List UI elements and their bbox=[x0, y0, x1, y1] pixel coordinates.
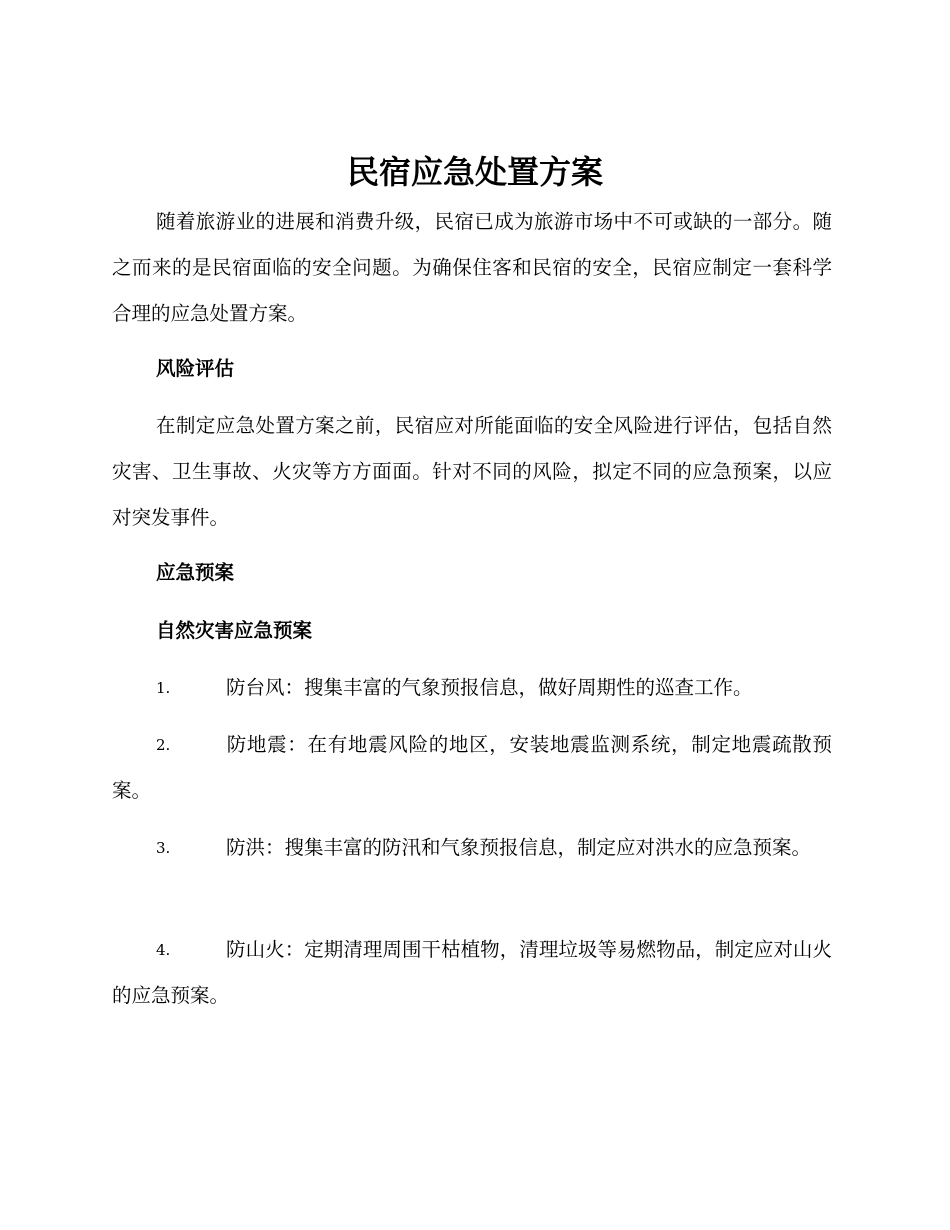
section-heading-risk-assessment: 风险评估 bbox=[156, 357, 235, 380]
list-item-text: 防洪：搜集丰富的防汛和气象预报信息，制定应对洪水的应急预案。 bbox=[226, 836, 812, 859]
document-title: 民宿应急处置方案 bbox=[346, 153, 603, 191]
subsection-heading-natural-disaster: 自然灾害应急预案 bbox=[156, 619, 313, 642]
list-item bbox=[112, 665, 832, 711]
list-item-number: 3. bbox=[156, 839, 171, 857]
list-item-text: 防台风：搜集丰富的气象预报信息，做好周期性的巡查工作。 bbox=[226, 676, 753, 699]
section-heading-emergency-plan: 应急预案 bbox=[156, 561, 235, 584]
list-item-text: 防地震：在有地震风险的地区，安装地震监测系统，制定地震疏散预案。 bbox=[112, 733, 832, 802]
intro-paragraph: 随着旅游业的进展和消费升级，民宿已成为旅游市场中不可或缺的一部分。随之而来的是民宿面临的安全问题。为确保住客和民宿的安全，民宿应制定一套科学合理的应急处置方案。 bbox=[112, 210, 832, 325]
list-item bbox=[112, 722, 832, 814]
list-item-text: 防山火：定期清理周围干枯植物，清理垃圾等易燃物品，制定应对山火的应急预案。 bbox=[112, 938, 832, 1007]
list-item-number: 4. bbox=[156, 941, 171, 959]
list-item-number: 2. bbox=[156, 736, 171, 754]
risk-assessment-paragraph: 在制定应急处置方案之前，民宿应对所能面临的安全风险进行评估，包括自然灾害、卫生事故、火灾等方方面面。针对不同的风险，拟定不同的应急预案，以应对突发事件。 bbox=[112, 414, 832, 529]
list-item bbox=[112, 927, 832, 1019]
list-item bbox=[112, 825, 832, 871]
list-item-number: 1. bbox=[156, 679, 171, 697]
